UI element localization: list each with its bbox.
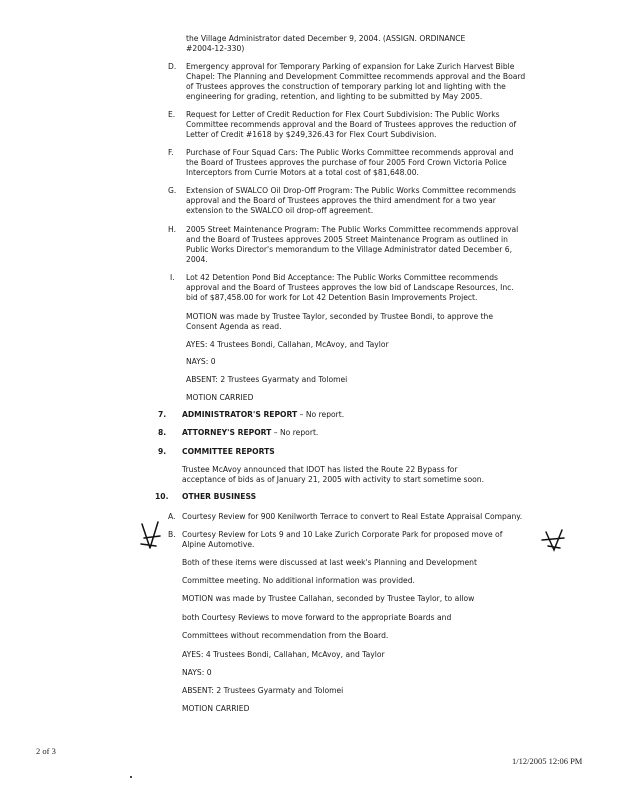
section-number: 8. xyxy=(158,428,167,437)
section-number: 9. xyxy=(158,447,167,456)
item-h-line-3: Public Works Director's memorandum to the Village Administrator dated December 6, xyxy=(186,245,512,254)
other-para-line-4: both Courtesy Reviews to move forward to the appropriate Boards and xyxy=(182,613,452,622)
section-number: 10. xyxy=(155,492,169,501)
item-f-line-3: Interceptors from Currie Motors at a total cost of $81,648.00. xyxy=(186,168,419,177)
committee-line-2: acceptance of bids as of January 21, 2005 with activity to start sometime soon. xyxy=(182,475,485,484)
item-e-line-3: Letter of Credit #1618 by $249,326.43 for Flex Court Subdivision. xyxy=(186,130,437,139)
item-d-line-3: of Trustees approves the construction of temporary parking lot and lighting with the xyxy=(186,82,506,91)
item-f-line-1: Purchase of Four Squad Cars: The Public Works Committee recommends approval and xyxy=(186,148,514,157)
page-number: 2 of 3 xyxy=(36,746,56,756)
other-para-line-1: Both of these items were discussed at last week's Planning and Development xyxy=(182,558,477,567)
item-letter: H. xyxy=(168,225,176,234)
other-para-line-2: Committee meeting. No additional information was provided. xyxy=(182,576,415,585)
item-h-line-1: 2005 Street Maintenance Program: The Public Works Committee recommends approval xyxy=(186,225,519,234)
section-7-heading xyxy=(182,410,344,420)
intro-line-1: the Village Administrator dated December 9, 2004. (ASSIGN. ORDINANCE xyxy=(186,34,466,43)
item-letter: A. xyxy=(168,512,176,521)
committee-line-1: Trustee McAvoy announced that IDOT has listed the Route 22 Bypass for xyxy=(182,465,458,474)
section-number: 7. xyxy=(158,410,167,419)
item-g-line-1: Extension of SWALCO Oil Drop-Off Program: The Public Works Committee recommends xyxy=(186,186,517,195)
handwritten-check-mark-icon xyxy=(138,518,164,552)
other-absent: ABSENT: 2 Trustees Gyarmaty and Tolomei xyxy=(182,686,344,695)
print-timestamp: 1/12/2005 12:06 PM xyxy=(512,756,583,766)
section-title: COMMITTEE REPORTS xyxy=(182,447,275,456)
section-title: ADMINISTRATOR'S REPORT xyxy=(182,410,298,419)
consent-motion-line-2: Consent Agenda as read. xyxy=(186,322,282,331)
section-suffix: – No report. xyxy=(297,410,345,419)
item-e-line-2: Committee recommends approval and the Board of Trustees approves the reduction of xyxy=(186,120,517,129)
item-g-line-3: extension to the SWALCO oil drop-off agreement. xyxy=(186,206,374,215)
item-i-line-2: approval and the Board of Trustees approves the low bid of Landscape Resources, Inc. xyxy=(186,283,514,292)
section-suffix: – No report. xyxy=(271,428,319,437)
item-h-line-2: and the Board of Trustees approves 2005 Street Maintenance Program as outlined in xyxy=(186,235,508,244)
item-g-line-2: approval and the Board of Trustees approves the third amendment for a two year xyxy=(186,196,496,205)
consent-motion-line-1: MOTION was made by Trustee Taylor, seconded by Trustee Bondi, to approve the xyxy=(186,312,494,321)
item-letter: E. xyxy=(168,110,176,119)
consent-ayes: AYES: 4 Trustees Bondi, Callahan, McAvoy, and Taylor xyxy=(186,340,389,349)
item-f-line-2: the Board of Trustees approves the purchase of four 2005 Ford Crown Victoria Police xyxy=(186,158,507,167)
other-para-line-5: Committees without recommendation from the Board. xyxy=(182,631,389,640)
section-8-heading xyxy=(182,428,318,438)
other-carried: MOTION CARRIED xyxy=(182,704,250,713)
item-letter: F. xyxy=(168,148,174,157)
intro-line-2: #2004-12-330) xyxy=(186,44,245,53)
item-d-line-4: engineering for grading, retention, and lighting to be submitted by May 2005. xyxy=(186,92,483,101)
item-e-line-1: Request for Letter of Credit Reduction for Flex Court Subdivision: The Public Works xyxy=(186,110,500,119)
consent-absent: ABSENT: 2 Trustees Gyarmaty and Tolomei xyxy=(186,375,348,384)
other-a-text: Courtesy Review for 900 Kenilworth Terrace to convert to Real Estate Appraisal Company. xyxy=(182,512,523,521)
item-d-line-2: Chapel: The Planning and Development Committee recommends approval and the Board xyxy=(186,72,526,81)
item-letter: I. xyxy=(170,273,175,282)
other-ayes: AYES: 4 Trustees Bondi, Callahan, McAvoy, and Taylor xyxy=(182,650,385,659)
item-letter: G. xyxy=(168,186,177,195)
item-d-line-1: Emergency approval for Temporary Parking of expansion for Lake Zurich Harvest Bible xyxy=(186,62,515,71)
consent-carried: MOTION CARRIED xyxy=(186,393,254,402)
other-nays: NAYS: 0 xyxy=(182,668,212,677)
item-i-line-3: bid of $87,458.00 for work for Lot 42 Detention Basin Improvements Project. xyxy=(186,293,478,302)
other-b-line-2: Alpine Automotive. xyxy=(182,540,255,549)
section-title: ATTORNEY'S REPORT xyxy=(182,428,272,437)
section-9-heading xyxy=(182,447,275,457)
handwritten-check-mark-icon xyxy=(538,528,568,554)
item-letter: B. xyxy=(168,530,176,539)
speck-dot xyxy=(130,776,132,778)
other-para-line-3: MOTION was made by Trustee Callahan, seconded by Trustee Taylor, to allow xyxy=(182,594,475,603)
item-i-line-1: Lot 42 Detention Pond Bid Acceptance: The Public Works Committee recommends xyxy=(186,273,498,282)
item-h-line-4: 2004. xyxy=(186,255,208,264)
item-letter: D. xyxy=(168,62,177,71)
other-b-line-1: Courtesy Review for Lots 9 and 10 Lake Zurich Corporate Park for proposed move of xyxy=(182,530,503,539)
section-10-title: OTHER BUSINESS xyxy=(182,492,257,501)
consent-nays: NAYS: 0 xyxy=(186,357,216,366)
